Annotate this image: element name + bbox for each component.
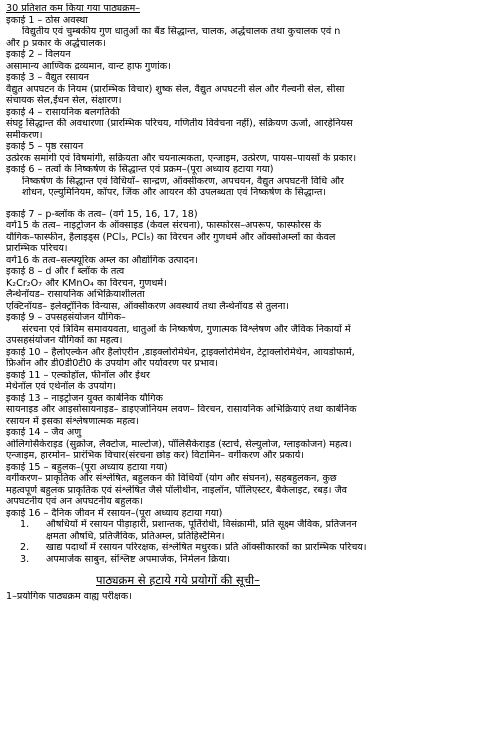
text-line: K₂Cr₂O₇ और KMnO₄ का विरचन, गुणधर्म। (6, 277, 167, 289)
text-line: इकाई 11 – एल्कोहॉल, फीनॉल और ईथर (6, 369, 150, 381)
deleted-units-block-2 (6, 209, 478, 520)
text-line: वर्ग16 के तत्व–सल्फ्यूरिक अम्ल का औद्योगिक उत्पादन। (6, 254, 198, 266)
text-line: इकाई 3 – वैद्युत रसायन (6, 72, 90, 83)
text-line: एन्जाइम, हारमोन– प्रारंभिक विचार(संरचना छोड़ कर) विटामिन– वर्गीकरण और प्रकार्य। (6, 450, 304, 461)
text-line: उपसहसंयोजन यौगिकों का महत्व। (6, 335, 123, 346)
text-line: इकाई 15 – बहुलक–(पूरा अध्याय हटाया गया) (6, 461, 168, 473)
experiments-heading: पाठ्यक्रम से हटाये गये प्रयोगों की सूची– (96, 573, 260, 587)
text-line: इकाई 6 – तत्वों के निष्कर्षण के सिद्धान्त एवं प्रक्रम–(पूरा अध्याय हटाया गया) (6, 164, 274, 175)
text-line: वर्गीकरण– प्राकृतिक और संश्लेषित, बहुलकन की विधियाँ (योग और संघनन), सहबहुलकन, कुछ (6, 473, 337, 484)
text-line: संघट्ट सिद्धान्त की अवधारणा (प्रारम्भिक परिचय, गणितीय विवेचना नहीं), सक्रियण ऊर्जा, आरहेनियस (6, 118, 353, 129)
text-line: इकाई 10 – हैलोएल्केन और हैलोएरीन ,डाइक्लोरोमेथेन, ट्राइक्लोरोमेथेन, टेट्राक्लोरोमेथेन, आयडोफार्म, (6, 346, 355, 358)
text-line: इकाई 7 – p-ब्लॉक के तत्व– (वर्ग 15, 16, 17, 18) (6, 208, 198, 220)
text-line: प्रारम्भिक परिचय। (6, 243, 68, 254)
numbered-item-line (6, 542, 478, 554)
text-line: इकाई 5 – पृष्ठ रसायन (6, 141, 84, 152)
deleted-units-block-1 (6, 15, 478, 199)
text-line: वर्ग15 के तत्व– नाइट्रोजन के ऑक्साइड (केवल संरचना), फास्फोरस–अपरूप, फास्फोरस के (6, 220, 322, 231)
text-line: संरचना एवं त्रिविम समावयवता, धातुओं के निष्कर्षण, गुणात्मक विश्लेषण और जैविक निकायों में (22, 323, 351, 335)
text-line: उत्प्रेरक समांगी एवं विषमांगी, सक्रियता और चयनात्मकता, एन्जाइम, उत्प्रेरण, पायस–पायसों के प्रकार। (6, 152, 357, 164)
text-line: संचायक सेल,ईंधन सेल, संक्षारण। (6, 95, 122, 106)
numbered-item-line (6, 554, 478, 566)
numbered-list (6, 519, 478, 565)
text-line: लैन्थेनॉयड– रासायनिक अभिक्रियाशीलता (6, 289, 145, 300)
text-line: फ्रिऑन और डी0डी0टी0 के उपयोग और पर्यावरण पर प्रभाव। (6, 358, 219, 369)
text-line: एक्टिनॉयड– इलेक्ट्रॉनिक विन्यास, ऑक्सीकरण अवस्थायें तथा लैन्थेनॉयड से तुलना। (6, 300, 289, 312)
text-line: इकाई 8 – d और f ब्लॉक के तत्व (6, 266, 125, 277)
item-text: अपमार्जक साबुन, संश्लिष्ट अपमार्जक, निर्मलन क्रिया। (46, 553, 231, 565)
text-line: इकाई 2 – विलयन (6, 49, 71, 60)
item-text: क्षमता औषधि, प्रतिजैविक, प्रतिअम्ल, प्रतिहिस्टैमिन। (46, 530, 225, 542)
text-line: रसायन में इसका संश्लेषणात्मक महत्व। (6, 415, 139, 427)
text-line: यौगिक–फास्फीन, हैलाइड्स (PCl₃, PCl₅) का विरचन और गुणधर्म और ऑक्सोअम्लों का केवल (6, 231, 336, 243)
numbered-item-line (6, 531, 478, 543)
item-text: खाद्य पदार्थों में रसायन परिरक्षक, संश्लेषित मधुरक। प्रति ऑक्सीकारकों का प्रारम्भिक परिचय। (46, 542, 367, 553)
text-line: मेथेनॉल एवं एथेनॉल के उपयोग। (6, 381, 116, 392)
item-number: 3. (20, 553, 30, 565)
text-line: शोधन, एल्युमिनियम, कॉपर, जिंक और आयरन की उपलब्धता एवं निष्कर्षण के सिद्धान्त। (22, 187, 327, 198)
text-line: इकाई 13 – नाइट्रोजन युक्त कार्बनिक यौगिक (6, 392, 163, 404)
text-line: समीकरण। (6, 129, 43, 141)
text-line: महत्वपूर्ण बहुलक प्राकृतिक एवं संश्लेषित जैसे पॉलीथीन, नाइलॉन, पॉलिएस्टर, बैकेलाइट, रबड़। जैव (6, 484, 348, 496)
text-line: इकाई 14 – जैव अणु (6, 427, 82, 438)
text-line: निष्कर्षण के सिद्धान्त एवं विधियाँ– सान्द्रण, ऑक्सीकरण, अपचयन, वैद्युत अपघटनी विधि और (22, 175, 344, 187)
numbered-item-line (6, 519, 478, 531)
text-line: सायनाइड और आइसोसायनाइड– डाइएजोनियम लवण– विरचन, रासायनिक अभिक्रियाएं तथा कार्बनिक (6, 404, 357, 415)
item-text: औषधियों में रसायन पीड़ाहारी, प्रशान्तक, पूर्तिरोधी, विसंक्रामी, प्रति सूक्ष्म जैविक, प्रतिजनन (46, 519, 357, 530)
text-line: अपघटनीय एवं अन अपघटनीय बहुलक। (6, 496, 143, 507)
text-line: ओलिगोसैकेराइड (सुक्रोज, लैक्टोज, माल्टोज), पॉलिसैकेराइड (स्टार्च, सेल्युलोज, ग्लाइकोजन) महत्व। (6, 438, 352, 450)
item-number: 2. (20, 542, 30, 553)
text-line: वैद्युत अपघटन के नियम (प्रारम्भिक विचार) शुष्क सेल, वैद्युत अपघटनी सेल और गैल्वनी सेल, सीसा (6, 83, 345, 95)
text-line: इकाई 1 – ठोस अवस्था (6, 14, 88, 26)
text-line: इकाई 4 – रासायनिक बलगतिकी (6, 106, 120, 118)
item-number: 1. (20, 519, 30, 530)
text-line: और p प्रकार के अर्द्धचालक। (6, 37, 106, 49)
text-line: विद्युतीय एवं चुम्बकीय गुण धातुओं का बैंड सिद्धान्त, चालक, अर्द्धचालक तथा कुचालक एवं n (22, 26, 341, 37)
spacer (6, 199, 478, 209)
experiments-item: 1–प्रयोगिक पाठ्यक्रम वाह्य परीक्षक। (6, 591, 132, 602)
text-line: इकाई 16 – दैनिक जीवन में रसायन–(पूरा अध्याय हटाया गया) (6, 507, 223, 519)
page-heading: 30 प्रतिशत कम किया गया पाठ्यक्रम– (6, 3, 140, 14)
text-line: असामान्य आण्विक द्रव्यमान, वान्ट हाफ गुणांक। (6, 60, 171, 72)
text-line: इकाई 9 – उपसहसंयोजन यौगिक– (6, 312, 126, 323)
